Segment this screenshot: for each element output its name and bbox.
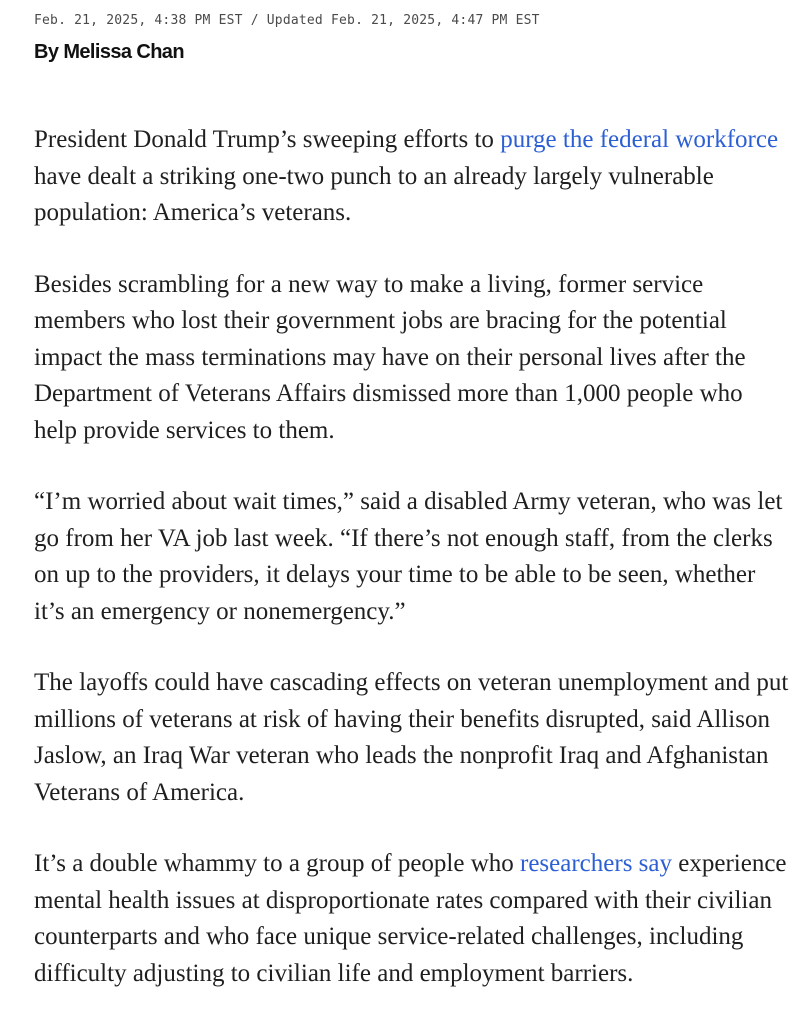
researchers-say-link[interactable]: researchers say: [520, 850, 673, 877]
paragraph-1-text-end: have dealt a striking one-two punch to an already largely vulnerable population: America’s veterans.: [34, 162, 714, 226]
paragraph-3: “I’m worried about wait times,” said a disabled Army veteran, who was let go from her VA job last week. “If there’s not enough staff, from the clerks on up to the providers, it delays your time to be able to be seen, whether it’s an emergency or nonemergency.”: [34, 488, 783, 625]
paragraph-1: [34, 122, 790, 232]
article-body: [34, 122, 790, 992]
article-timestamp: Feb. 21, 2025, 4:38 PM EST / Updated Feb. 21, 2025, 4:47 PM EST: [34, 13, 540, 28]
paragraph-5-text-end: experience mental health issues at disproportionate rates compared with their civilian counterparts and who face unique service-related challenges, including difficulty adjusting to civilian life and employment barriers.: [34, 850, 787, 987]
article-byline: By Melissa Chan: [34, 41, 184, 63]
article: [34, 0, 790, 1027]
paragraph-5-text-start: It’s a double whammy to a group of people who: [34, 850, 521, 877]
paragraph-2: Besides scrambling for a new way to make a living, former service members who lost their government jobs are bracing for the potential impact the mass terminations may have on their personal lives after the Department of Veterans Affairs dismissed more than 1,000 people who help provide services to them.: [34, 270, 746, 444]
purge-federal-workforce-link[interactable]: purge the federal workforce: [500, 126, 779, 153]
paragraph-4: The layoffs could have cascading effects on veteran unemployment and put millions of veterans at risk of having their benefits disrupted, said Allison Jaslow, an Iraq War veteran who leads the nonprofit Iraq and Afghanistan Veterans of America.: [34, 669, 789, 806]
paragraph-5: [34, 846, 790, 992]
paragraph-1-text-start: President Donald Trump’s sweeping efforts to: [34, 126, 501, 153]
